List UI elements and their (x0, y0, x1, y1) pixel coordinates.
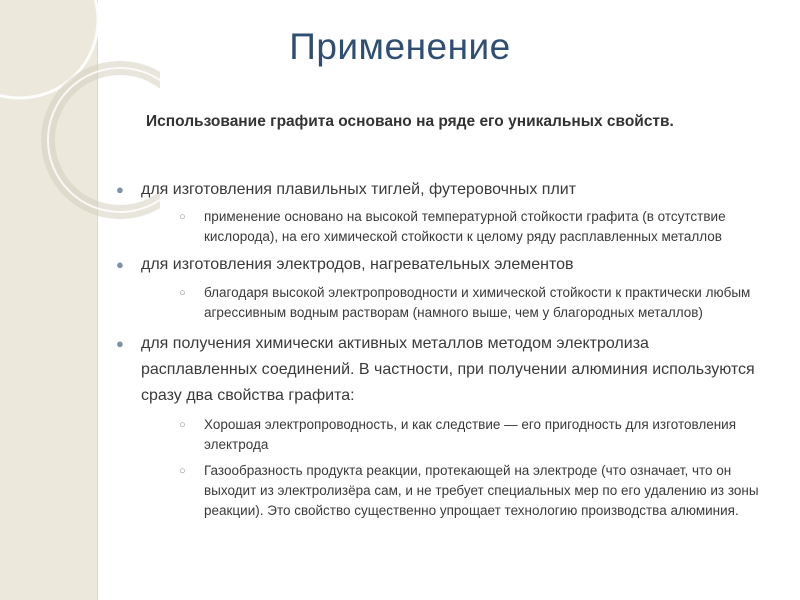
hollow-circle-bullet-icon: ○ (179, 419, 186, 431)
slide-title: Применение (289, 26, 511, 67)
list-item (114, 253, 764, 277)
sub-list-item (179, 207, 764, 247)
bullet-list (114, 178, 764, 521)
hollow-circle-bullet-icon: ○ (179, 211, 186, 223)
hollow-circle-bullet-icon: ○ (179, 287, 186, 299)
sub-list-item (179, 415, 764, 455)
sub-list-item-text: применение основано на высокой температурной стойкости графита (в отсутствие кислорода), на его химической стойкости к целому ряду расплавленных металлов (204, 209, 726, 244)
list-item (114, 331, 764, 409)
round-bullet-icon: ● (116, 336, 124, 351)
round-bullet-icon: ● (116, 257, 124, 272)
list-item-text: для получения химически активных металлов методом электролиза расплавленных соединений. В частности, при получении алюминия используются сразу два свойства графита: (141, 335, 755, 404)
sub-list-item-text: Хорошая электропроводность, и как следствие — его пригодность для изготовления электрода (204, 417, 737, 452)
sub-list-item-text: благодаря высокой электропроводности и химической стойкости к практически любым агрессивным водным растворам (намного выше, чем у благородных металлов) (204, 285, 751, 320)
round-bullet-icon: ● (116, 182, 124, 197)
list-item (114, 178, 764, 202)
list-item-text: для изготовления плавильных тиглей, футеровочных плит (141, 181, 577, 198)
sub-list-item (179, 461, 764, 521)
hollow-circle-bullet-icon: ○ (179, 465, 186, 477)
sub-list-item-text: Газообразность продукта реакции, протекающей на электроде (что означает, что он выходит из электролизёра сам, и не требует специальных мер по его удалению из зоны реакции). Это свойство существенно упрощает технологию производства алюминия. (204, 463, 759, 518)
slide-subtitle: Использование графита основано на ряде его уникальных свойств. (146, 113, 674, 130)
list-item-text: для изготовления электродов, нагревательных элементов (141, 256, 574, 273)
sub-list-item (179, 283, 764, 323)
